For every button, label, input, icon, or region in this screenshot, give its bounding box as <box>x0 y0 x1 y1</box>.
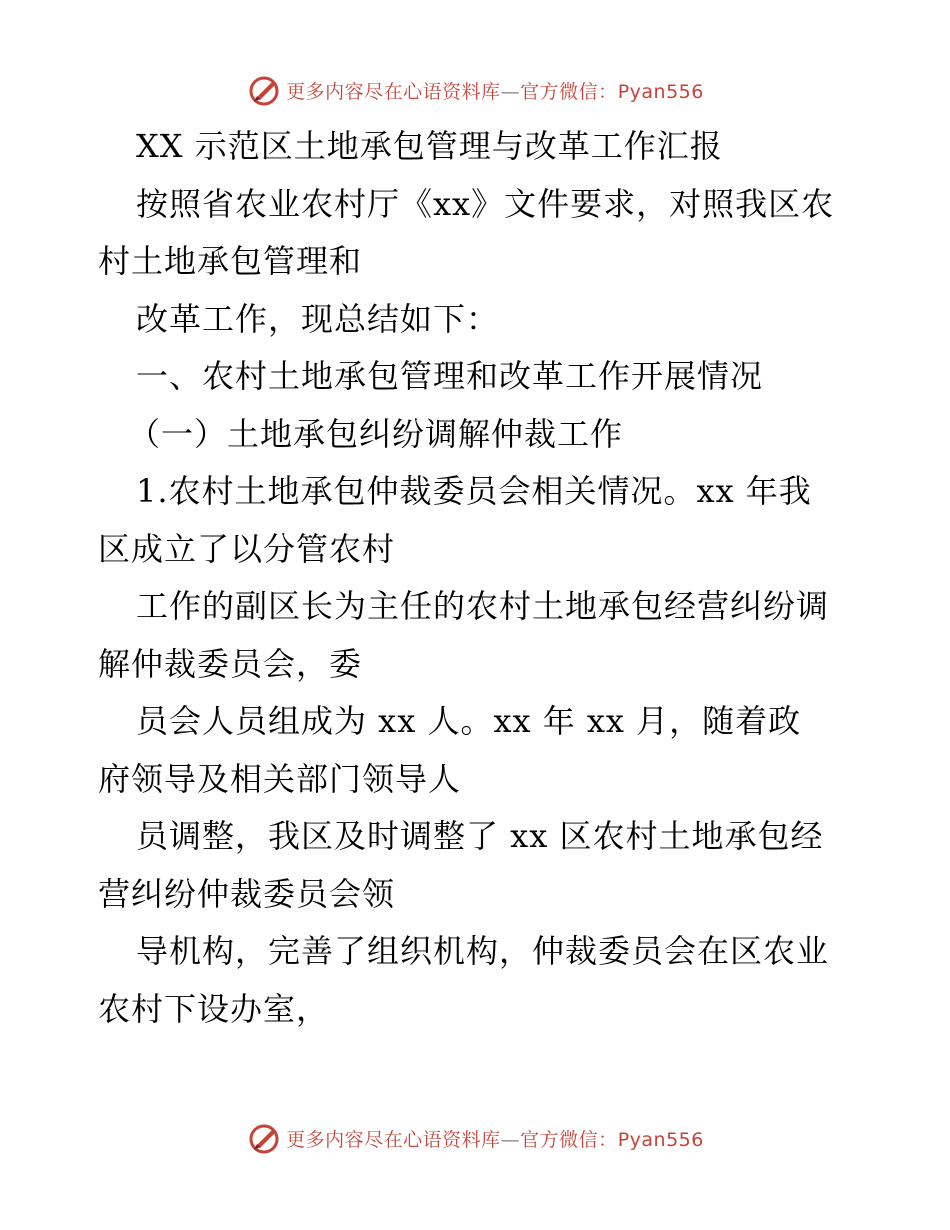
header-watermark <box>0 70 950 110</box>
paragraph-line: 农村下设办室， <box>98 989 330 1028</box>
section-heading: 一、农村土地承包管理和改革工作开展情况 <box>136 357 764 395</box>
watermark-separator: — <box>500 1128 521 1151</box>
watermark-wechat-label: 官方微信： <box>520 1128 618 1151</box>
document-title: XX 示范区土地承包管理与改革工作汇报 <box>136 127 723 165</box>
watermark-separator: — <box>500 80 521 103</box>
watermark-wechat-label: 官方微信： <box>520 80 618 103</box>
paragraph-line: 员调整，我区及时调整了 xx 区农村土地承包经 <box>136 817 824 855</box>
paragraph-line: 按照省农业农村厅《xx》文件要求，对照我区农 <box>136 184 835 223</box>
quill-pen-seal-icon <box>246 72 282 108</box>
subsection-heading: （一）土地承包纠纷调解仲裁工作 <box>128 414 624 453</box>
watermark-handle: Pyan556 <box>617 1128 704 1151</box>
watermark-brand: 更多内容尽在心语资料库 <box>286 80 501 103</box>
paragraph-line: 改革工作，现总结如下： <box>136 299 500 338</box>
paragraph-line: 1.农村土地承包仲裁委员会相关情况。xx 年我 <box>136 472 812 510</box>
paragraph-line: 营纠纷仲裁委员会领 <box>98 874 396 913</box>
watermark-text <box>286 77 704 104</box>
paragraph-line: 导机构，完善了组织机构，仲裁委员会在区农业 <box>136 932 830 970</box>
paragraph-line: 解仲裁委员会，委 <box>98 644 363 683</box>
paragraph-line: 员会人员组成为 xx 人。xx 年 xx 月，随着政 <box>136 702 802 740</box>
paragraph-line: 区成立了以分管农村 <box>98 529 396 568</box>
paragraph-line: 府领导及相关部门领导人 <box>98 759 462 798</box>
quill-pen-seal-icon <box>246 1120 282 1156</box>
watermark-brand: 更多内容尽在心语资料库 <box>286 1128 501 1151</box>
document-body <box>98 118 858 1038</box>
watermark-text <box>286 1125 704 1152</box>
footer-watermark <box>0 1118 950 1158</box>
paragraph-line: 村土地承包管理和 <box>98 242 363 280</box>
paragraph-line: 工作的副区长为主任的农村土地承包经营纠纷调 <box>136 587 830 625</box>
watermark-handle: Pyan556 <box>617 80 704 103</box>
